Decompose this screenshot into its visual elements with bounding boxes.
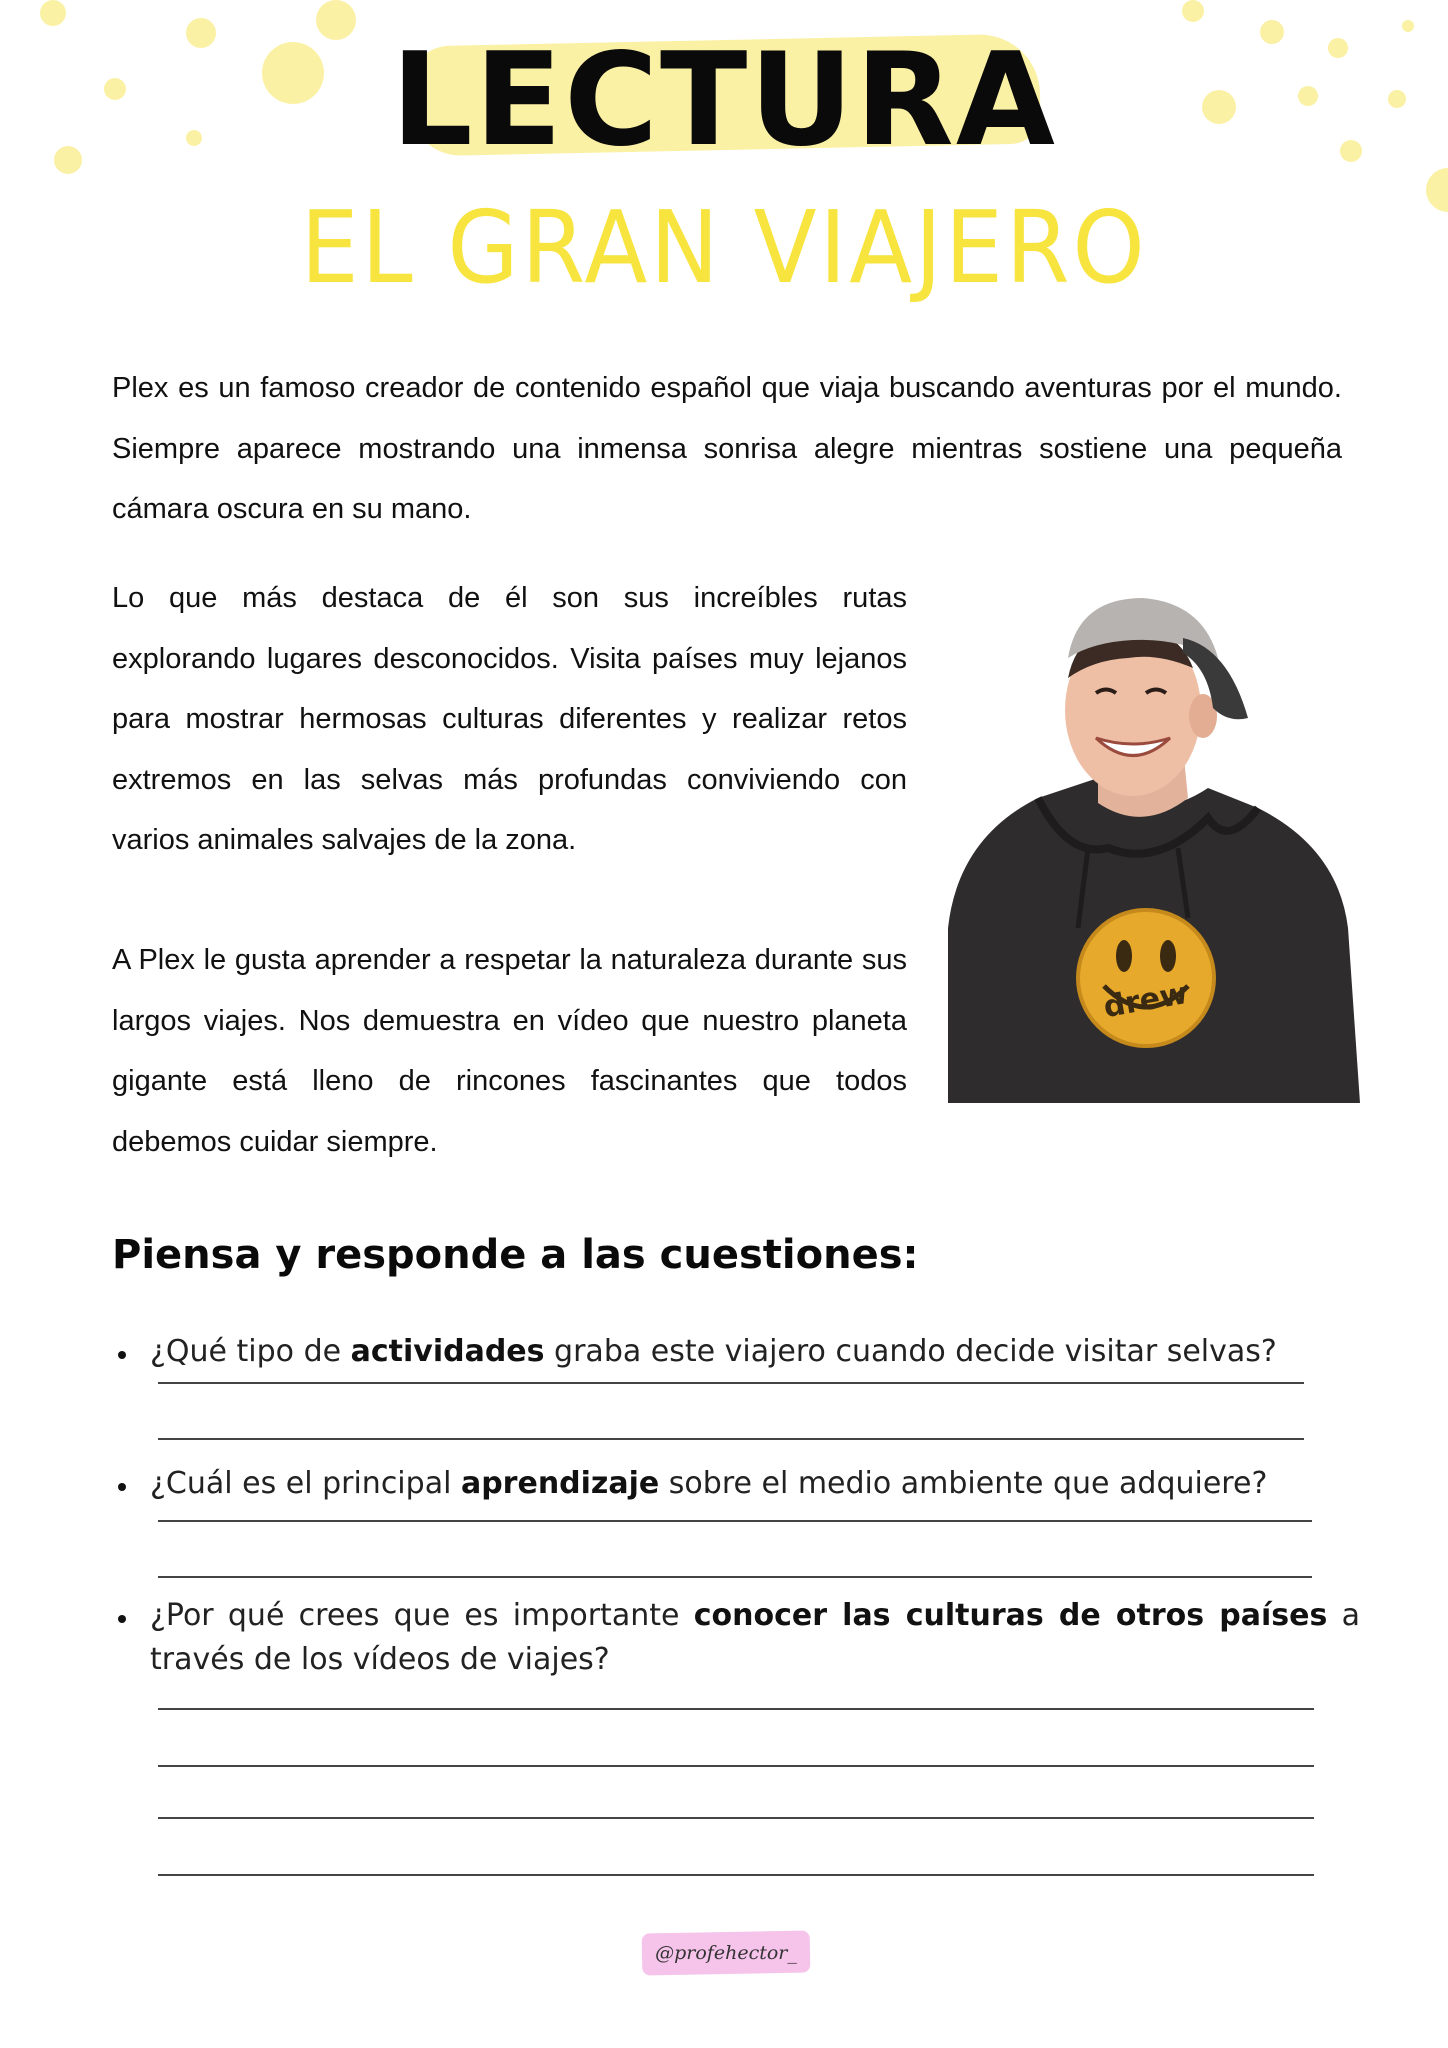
question-1-text-end: graba este viajero cuando decide visitar selvas? (544, 1334, 1277, 1369)
author-handle: @profehector_ (655, 1942, 797, 1964)
reading-paragraph-3: A Plex le gusta aprender a respetar la naturaleza durante sus largos viajes. Nos demuestra en vídeo que nuestro planeta gigante está lleno de rincones fascinantes que todos debemos cuidar siempre. (112, 944, 907, 1158)
answer-line[interactable] (158, 1874, 1314, 1876)
answer-line[interactable] (158, 1520, 1312, 1522)
answer-line[interactable] (158, 1438, 1304, 1440)
question-2-keyword: aprendizaje (460, 1466, 660, 1501)
question-3-text-start: ¿Por qué crees que es importante (150, 1598, 694, 1633)
reading-paragraph-1: Plex es un famoso creador de contenido español que viaja buscando aventuras por el mundo. Siempre aparece mostrando una inmensa sonrisa alegre mientras sostiene una pequeña cámara oscura en su mano. (112, 372, 1342, 525)
answer-line[interactable] (158, 1576, 1312, 1578)
page-subtitle: EL GRAN VIAJERO (300, 189, 1148, 306)
question-1-text-start: ¿Qué tipo de (150, 1334, 351, 1369)
question-2-text-end: sobre el medio ambiente que adquiere? (659, 1466, 1268, 1501)
question-3-keyword: conocer las culturas de otros países (693, 1598, 1328, 1633)
page-title: LECTURA (391, 26, 1057, 175)
answer-line[interactable] (158, 1708, 1314, 1710)
question-1-keyword: actividades (350, 1334, 545, 1369)
shirt-text: drew (1100, 975, 1191, 1026)
answer-line[interactable] (158, 1765, 1314, 1767)
answer-line[interactable] (158, 1382, 1304, 1384)
answer-line[interactable] (158, 1817, 1314, 1819)
question-2-text-start: ¿Cuál es el principal (150, 1466, 461, 1501)
traveler-photo (928, 598, 1366, 1103)
question-3-text-end: a través de los vídeos de viajes? (150, 1598, 1360, 1677)
questions-heading: Piensa y responde a las cuestiones: (112, 1232, 919, 1278)
reading-paragraph-2: Lo que más destaca de él son sus increíbles rutas explorando lugares desconocidos. Visita países muy lejanos para mostrar hermosas culturas diferentes y realizar retos extremos en las selvas más profundas conviviendo con varios animales salvajes de la zona. (112, 582, 907, 856)
